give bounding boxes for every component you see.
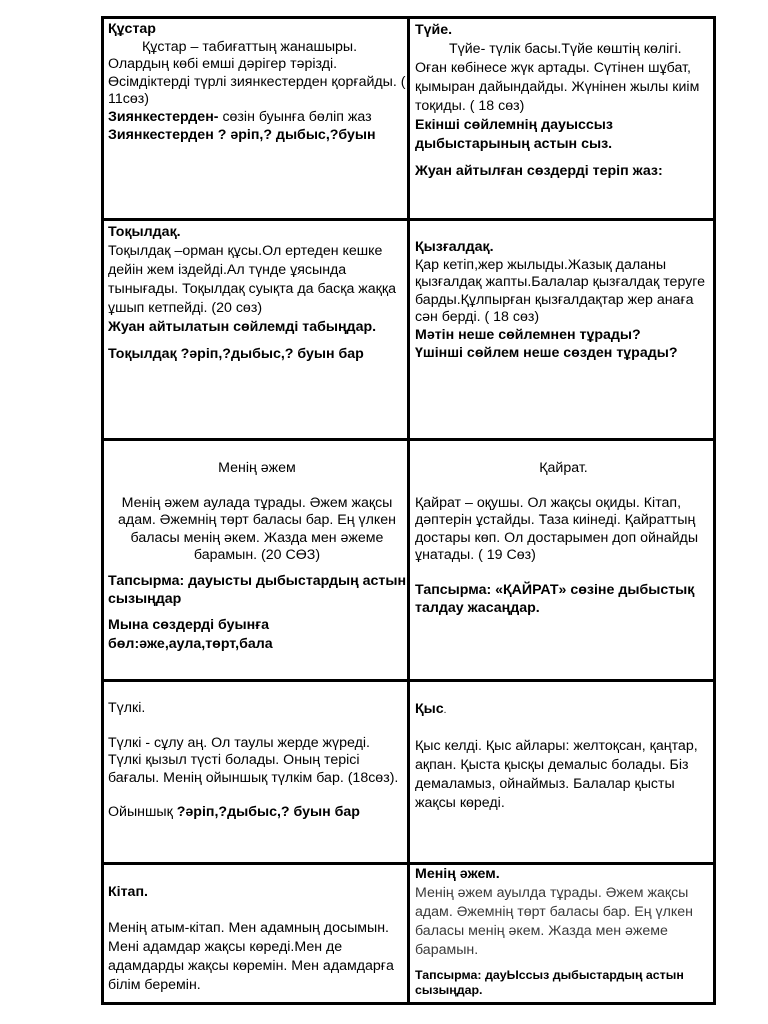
cell-menin-ajem-2 — [415, 865, 712, 1001]
cell-title: Түйе. — [415, 22, 453, 38]
cell-text: Қайрат – оқушы. Ол жақсы оқиды. Кітап, дәптерін ұстайды. Таза киінеді. Қайраттың достары көп. Ол достарымен доп ойнайды ұнатады. ( 19 Сөз) — [415, 494, 699, 564]
cell-title: Құстар — [108, 21, 156, 37]
cell-task: Екінші сөйлемнің дауыссыз дыбыстарының астын сыз. — [415, 117, 613, 152]
cell-title: Менің әжем — [218, 460, 296, 476]
column-divider — [407, 16, 410, 1005]
cell-task: Зиянкестерден ? әріп,? дыбыс,?буын — [108, 126, 376, 143]
cell-kustar — [108, 21, 406, 216]
task-text: ?әріп,?дыбыс,? буын бар — [176, 804, 360, 821]
cell-task: Тапсырма: «ҚАЙРАТ» сөзіне дыбыстық талдау жасаңдар. — [415, 581, 695, 616]
cell-title: Қызғалдақ. — [415, 239, 494, 255]
task-text: сөзін буынға бөліп жаз — [218, 108, 372, 125]
cell-tuye — [415, 21, 712, 216]
cell-title: Тоқылдақ. — [108, 224, 181, 240]
cell-menin-ajem — [108, 460, 406, 677]
cell-task: Жуан айтылған сөздерді теріп жаз: — [415, 163, 663, 179]
row-divider — [101, 438, 716, 441]
title-text: Қыс — [415, 701, 444, 717]
cell-text: Құстар – табиғаттың жанашыры. Олардың көбі емші дәрігер тәрізді. Өсімдіктерді түрлі зиянкестерден қорғайды. ( 11сөз) — [108, 38, 406, 108]
row-divider — [101, 679, 716, 682]
cell-text: Қар кетіп,жер жылыды.Жазық даланы қызғалдақ жапты.Балалар қызғалдақ теруге барды.Құлпырған қызғалдақтар жер анаға сән берді. ( 18 сөз) — [415, 256, 706, 326]
cell-tulki — [108, 700, 406, 860]
title-dot: . — [443, 705, 447, 716]
cell-task: Тапсырма: дауысты дыбыстардың астын сызыңдар — [108, 572, 406, 607]
cell-title: Түлкі. — [108, 700, 146, 716]
cell-title: Қайрат. — [539, 460, 588, 476]
cell-title: Кітап. — [108, 884, 148, 900]
cell-task: Тапсырма: дауЫссыз дыбыстардың астын сызыңдар. — [415, 968, 684, 997]
cell-text: Қыс келді. Қыс айлары: желтоқсан, қаңтар, ақпан. Қыста қысқы демалыс болады. Біз демаламыз, ойнаймыз. Балалар қысты жақсы көреді. — [415, 738, 698, 811]
cell-text: Менің әжем ауылда тұрады. Әжем жақсы адам. Әжемнің төрт баласы бар. Ең үлкен баласы менің әкем. Жазда мен әжеме барамын. — [415, 885, 693, 958]
cell-task: Мәтін неше сөйлемнен тұрады? — [415, 326, 641, 343]
cell-tokyldak — [108, 223, 406, 436]
cell-title: Менің әжем. — [415, 866, 500, 882]
cell-kitap — [108, 883, 406, 1001]
row-divider — [101, 218, 716, 221]
cell-task — [108, 109, 406, 127]
cell-task: Жуан айтылатын сөйлемді табыңдар. — [108, 319, 377, 335]
cell-title — [415, 700, 712, 720]
cell-text: Түйе- түлік басы.Түйе көштің көлігі. Оған көбінесе жүк артады. Сүтінен шұбат, қымыран дайындайды. Жүнінен жылы киім тоқиды. ( 18 сөз) — [415, 41, 700, 114]
cell-task: Тоқылдақ ?әріп,?дыбыс,? буын бар — [108, 346, 364, 362]
cell-kairat — [415, 460, 712, 677]
cell-task — [108, 804, 406, 822]
cell-kys — [415, 700, 712, 860]
cell-task: Үшінші сөйлем неше сөзден тұрады? — [415, 344, 678, 361]
cell-text: Менің әжем аулада тұрады. Әжем жақсы адам. Әжемнің төрт баласы бар. Ең үлкен баласы менің әкем. Жазда мен әжеме барамын. (20 СӨЗ) — [118, 494, 396, 564]
task-word: Ойыншық — [108, 804, 177, 821]
cell-kyzgaldak — [415, 239, 712, 435]
cell-text: Тоқылдақ –орман құсы.Ол ертеден кешке дейін жем іздейді.Ал түнде ұясында тынығады. Тоқылдақ суықта да басқа жаққа ұшып кетпейді. (20 сөз) — [108, 243, 396, 316]
cell-text: Менің атым-кітап. Мен адамның досымын. Мені адамдар жақсы көреді.Мен де адамдарды жақсы көремін. Мен адамдарға білім беремін. — [108, 920, 394, 993]
task-word: Зиянкестерден- — [108, 108, 219, 125]
cell-text: Түлкі - сұлу аң. Ол таулы жерде жүреді. Түлкі қызыл түсті болады. Оның терісі бағалы. Менің ойыншық түлкім бар. (18сөз). — [108, 734, 399, 786]
cell-task: Мына сөздерді буынға бөл:әже,аула,төрт,бала — [108, 617, 273, 653]
